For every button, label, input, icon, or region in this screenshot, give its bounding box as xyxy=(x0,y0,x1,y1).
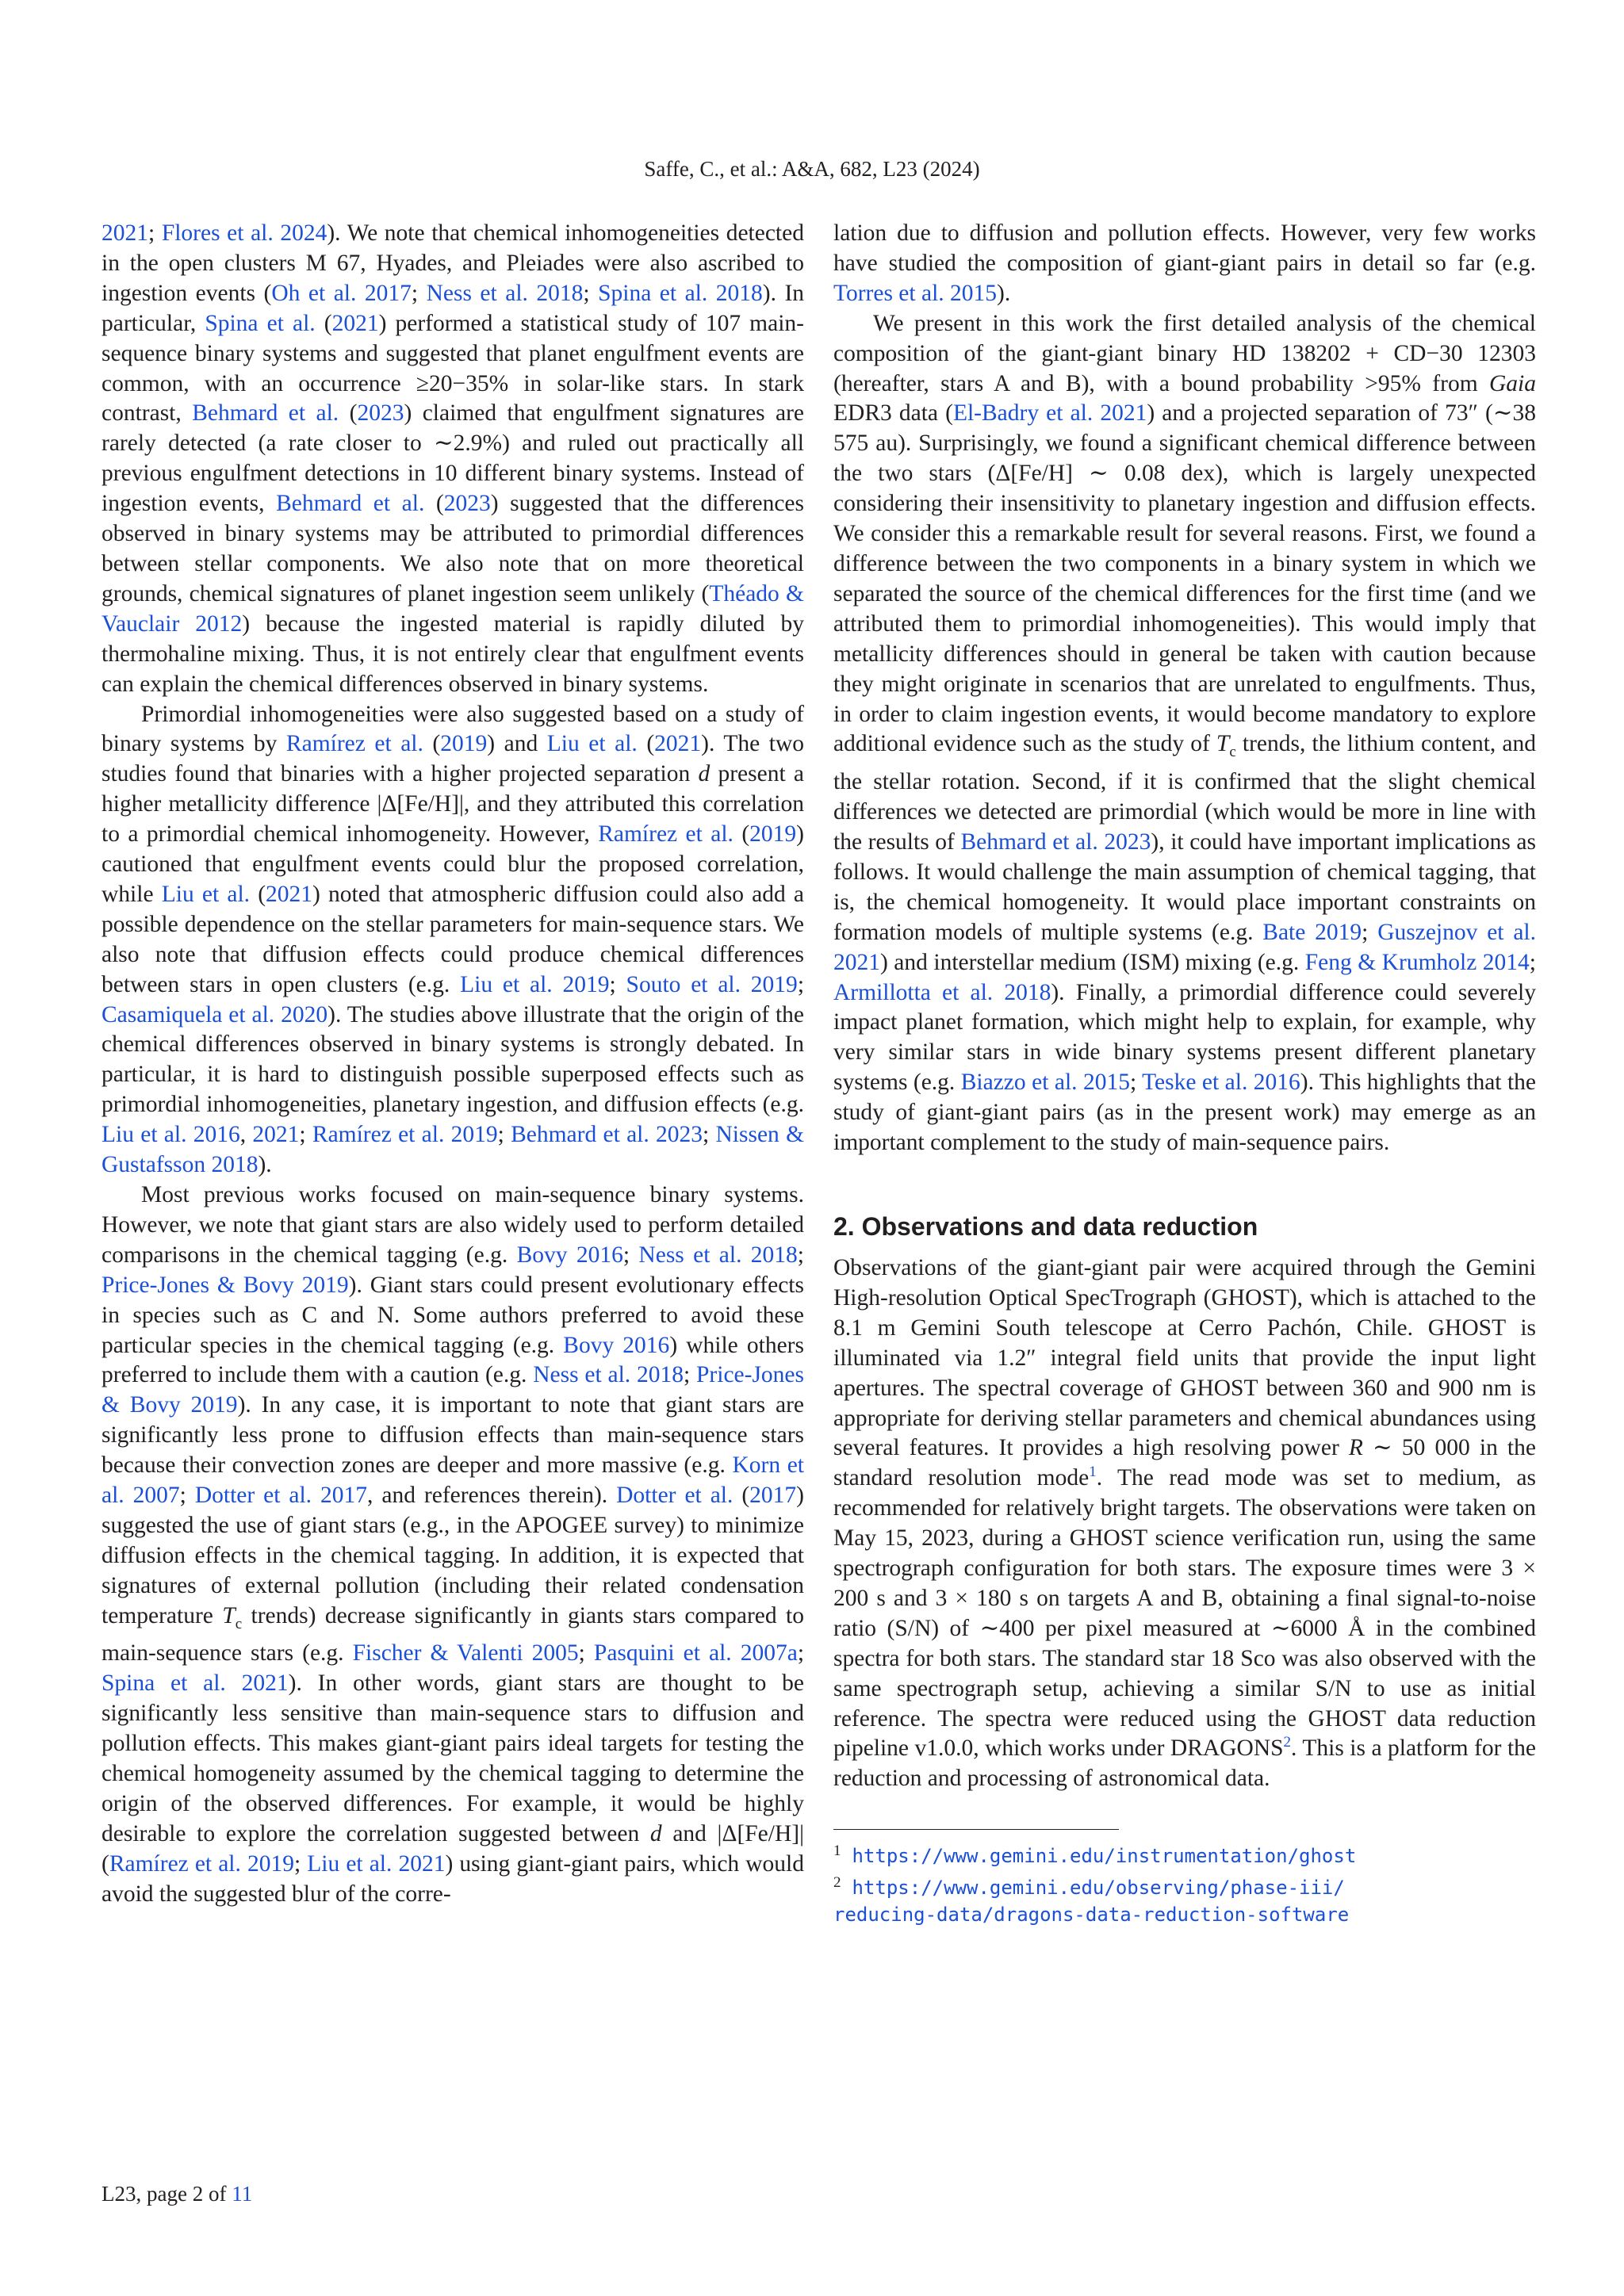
citation-link[interactable]: Nissen & Gustafsson 2018 xyxy=(102,1122,805,1178)
subscript: c xyxy=(235,1615,243,1632)
citation-link[interactable]: Bate 2019 xyxy=(1262,919,1362,945)
citation-link[interactable]: Liu et al. 2019 xyxy=(460,971,610,997)
footnote-url-link[interactable]: reducing-data/dragons-data-reduction-software xyxy=(833,1904,1350,1927)
italic-text: T xyxy=(1216,731,1230,757)
page-label: L23, page 2 of xyxy=(102,2182,232,2206)
citation-link[interactable]: Behmard et al. 2023 xyxy=(960,829,1151,855)
citation-link[interactable]: Ness et al. 2018 xyxy=(638,1242,798,1268)
page-footer xyxy=(102,2180,252,2207)
citation-link[interactable]: Liu et al. xyxy=(161,881,251,907)
citation-link[interactable]: El-Badry et al. 2021 xyxy=(952,400,1147,427)
footnote xyxy=(833,1869,1536,1928)
citation-link[interactable]: Korn et al. 2007 xyxy=(102,1452,804,1509)
citation-link[interactable]: Liu et al. 2016 xyxy=(102,1122,240,1148)
citation-link[interactable]: Bovy 2016 xyxy=(516,1242,623,1268)
paragraph: Primordial inhomogeneities were also suggested based on a study of binary systems by Ramírez et al. (2019) and Liu et al. (2021). The two studies found that binaries with a higher projected separation d present a higher metallicity difference |Δ[Fe/H]|, and they attributed this correlation to a primordial chemical inhomogeneity. However, Ramírez et al. (2019) cautioned that engulfment events could blur the proposed correlation, while Liu et al. (2021) noted that atmospheric diffusion could also add a possible dependence on the stellar parameters for main-sequence stars. We also note that diffusion effects could produce chemical differences between stars in open clusters (e.g. Liu et al. 2019; Souto et al. 2019; Casamiquela et al. 2020). The studies above illustrate that the origin of the chemical differences observed in binary systems is strongly debated. In particular, it is hard to distinguish possible superposed effects such as primordial inhomogeneities, planetary ingestion, and diffusion effects (e.g. Liu et al. 2016, 2021; Ramírez et al. 2019; Behmard et al. 2023; Nissen & Gustafsson 2018). xyxy=(102,701,805,1178)
citation-link[interactable]: Teske et al. 2016 xyxy=(1142,1070,1300,1096)
citation-link[interactable]: Oh et al. 2017 xyxy=(271,280,412,306)
citation-link[interactable]: Liu et al. xyxy=(546,731,638,757)
paragraph: Observations of the giant-giant pair were acquired through the Gemini High-resolution Optical SpecTrograph (GHOST), which is attached to the 8.1 m Gemini South telescope at Cerro Pachón, Chile. GHOST is illuminated via 1.2″ integral field units that provide the input light apertures. The spectral coverage of GHOST between 360 and 900 nm is appropriate for deriving stellar parameters and chemical abundances using several features. It provides a high resolving power R ∼ 50 000 in the standard resolution mode$^1$. The read mode was set to medium, as recommended for relatively bright targets. The observations were taken on May 15, 2023, during a GHOST science verification run, using the same spectrograph configuration for both stars. The exposure times were 3 × 200 s and 3 × 180 s on targets A and B, obtaining a final signal-to-noise ratio (S/N) of ∼400 per pixel measured at ∼6000 Å in the combined spectra for both stars. The standard star 18 Sco was also observed with the same spectrograph setup, achieving a similar S/N to use as initial reference. The spectra were reduced using the GHOST data reduction pipeline v1.0.0, which works under DRAGONS$^2$. This is a platform for the reduction and processing of astronomical data. xyxy=(833,1254,1537,1792)
paragraph: 2021; Flores et al. 2024). We note that chemical inhomogeneities detected in the open clusters M 67, Hyades, and Pleiades were also ascribed to ingestion events (Oh et al. 2017; Ness et al. 2018; Spina et al. 2018). In particular, Spina et al. (2021) performed a statistical study of 107 main-sequence binary systems and suggested that planet engulfment events are common, with an occurrence ≥20−35% in solar-like stars. In stark contrast, Behmard et al. (2023) claimed that engulfment signatures are rarely detected (a rate closer to ∼2.9%) and ruled out practically all previous engulfment detections in 10 different binary systems. Instead of ingestion events, Behmard et al. (2023) suggested that the differences observed in binary systems may be attributed to primordial differences between stellar components. We also note that on more theoretical grounds, chemical signatures of planet ingestion seem unlikely (Théado & Vauclair 2012) because the ingested material is rapidly diluted by thermohaline mixing. Thus, it is not entirely clear that engulfment events can explain the chemical differences observed in binary systems. xyxy=(102,220,805,697)
citation-link[interactable]: 2019 xyxy=(749,821,797,848)
total-pages-link[interactable]: 11 xyxy=(232,2182,253,2206)
citation-link[interactable]: Ness et al. 2018 xyxy=(426,280,584,306)
citation-link[interactable]: Spina et al. 2018 xyxy=(598,280,763,306)
paragraph: We present in this work the first detailed analysis of the chemical composition of the giant-giant binary HD 138202 + CD−30 12303 (hereafter, stars A and B), with a bound probability >95% from Gaia EDR3 data (El-Badry et al. 2021) and a projected separation of 73″ (∼38 575 au). Surprisingly, we found a significant chemical difference between the two stars (Δ[Fe/H] ∼ 0.08 dex), which is largely unexpected considering their insensitivity to planetary ingestion and diffusion effects. We consider this a remarkable result for several reasons. First, we found a difference between the two components in a binary system in which we separated the source of the chemical differences for the first time (and we attributed them to primordial inhomogeneities). This would imply that metallicity differences should in general be taken with caution because they might originate in scenarios that are unrelated to engulfments. Thus, in order to claim ingestion events, it would become mandatory to explore additional evidence such as the study of $T_c$ trends, the lithium content, and the stellar rotation. Second, if it is confirmed that the slight chemical differences we detected are primordial (which would be more in line with the results of Behmard et al. 2023), it could have important implications as follows. It would challenge the main assumption of chemical tagging, that is, the chemical homogeneity. It would place important constraints on formation models of multiple systems (e.g. Bate 2019; Guszejnov et al. 2021) and interstellar medium (ISM) mixing (e.g. Feng & Krumholz 2014; Armillotta et al. 2018). Finally, a primordial difference could severely impact planet formation, which might help to explain, for example, why very similar stars in wide binary systems present different planetary systems (e.g. Biazzo et al. 2015; Teske et al. 2016). This highlights that the study of giant-giant pairs (as in the present work) may emerge as an important complement to the study of main-sequence pairs. xyxy=(833,310,1537,1156)
citation-link[interactable]: 2021 xyxy=(252,1122,300,1148)
footnote-ref-link[interactable]: 2 xyxy=(1283,1734,1292,1751)
citation-link[interactable]: Armillotta et al. 2018 xyxy=(833,979,1051,1005)
citation-link[interactable]: Biazzo et al. 2015 xyxy=(960,1070,1130,1096)
citation-link[interactable]: 2021 xyxy=(266,881,313,907)
citation-link[interactable]: Ramírez et al. 2019 xyxy=(109,1850,294,1877)
citation-link[interactable]: 2019 xyxy=(440,731,488,757)
italic-text: d xyxy=(649,1820,662,1846)
citation-link[interactable]: 2021 xyxy=(102,220,148,246)
italic-text: Gaia xyxy=(1489,370,1536,396)
running-head: Saffe, C., et al.: A&A, 682, L23 (2024) xyxy=(644,157,980,181)
footnote-number: 1 xyxy=(833,1843,841,1860)
citation-link[interactable]: Liu et al. 2021 xyxy=(307,1850,446,1877)
citation-link[interactable]: Behmard et al. xyxy=(276,491,425,517)
citation-link[interactable]: 2021 xyxy=(331,310,379,336)
footnote-url-link[interactable]: https://www.gemini.edu/observing/phase-iii/ xyxy=(852,1877,1345,1900)
citation-link[interactable]: Dotter et al. 2017 xyxy=(194,1483,368,1509)
citation-link[interactable]: Price-Jones & Bovy 2019 xyxy=(102,1272,349,1298)
italic-text: d xyxy=(698,761,710,787)
citation-link[interactable]: 2017 xyxy=(749,1483,797,1509)
citation-link[interactable]: Dotter et al. xyxy=(616,1483,733,1509)
citation-link[interactable]: Guszejnov et al. 2021 xyxy=(833,919,1536,975)
citation-link[interactable]: Torres et al. 2015 xyxy=(833,280,998,306)
left-column xyxy=(102,219,804,1910)
paragraph: lation due to diffusion and pollution effects. However, very few works have studied the composition of giant-giant pairs in detail so far (e.g. Torres et al. 2015). xyxy=(833,220,1536,306)
citation-link[interactable]: Ramírez et al. 2019 xyxy=(312,1122,498,1148)
citation-link[interactable]: 2023 xyxy=(443,491,491,517)
citation-link[interactable]: Casamiquela et al. 2020 xyxy=(102,1001,328,1027)
citation-link[interactable]: 2023 xyxy=(357,400,404,427)
section-heading: 2. Observations and data reduction xyxy=(833,1211,1258,1241)
citation-link[interactable]: Fischer & Valenti 2005 xyxy=(352,1640,579,1667)
citation-link[interactable]: Feng & Krumholz 2014 xyxy=(1304,949,1530,975)
footnotes xyxy=(833,1838,1536,1928)
citation-link[interactable]: Behmard et al. 2023 xyxy=(511,1122,703,1148)
citation-link[interactable]: Price-Jones & Bovy 2019 xyxy=(102,1362,805,1418)
citation-link[interactable]: Souto et al. 2019 xyxy=(626,971,798,997)
citation-link[interactable]: Pasquini et al. 2007a xyxy=(593,1640,798,1667)
citation-link[interactable]: Ramírez et al. xyxy=(285,731,423,757)
citation-link[interactable]: Flores et al. 2024 xyxy=(161,220,327,246)
footnote-number: 2 xyxy=(833,1874,841,1892)
citation-link[interactable]: Bovy 2016 xyxy=(563,1332,670,1358)
citation-link[interactable]: Behmard et al. xyxy=(192,400,339,427)
italic-text: R xyxy=(1348,1435,1363,1461)
citation-link[interactable]: Ness et al. 2018 xyxy=(533,1362,684,1388)
citation-link[interactable]: Théado & Vauclair 2012 xyxy=(102,580,804,637)
footnote-divider xyxy=(833,1829,1119,1830)
footnote-ref-link[interactable]: 1 xyxy=(1089,1464,1097,1481)
italic-text: T xyxy=(222,1602,236,1628)
footnote xyxy=(833,1838,1536,1869)
subscript: c xyxy=(1229,744,1236,761)
right-column xyxy=(833,219,1536,1928)
citation-link[interactable]: 2021 xyxy=(654,731,702,757)
footnote-url-link[interactable]: https://www.gemini.edu/instrumentation/ghost xyxy=(852,1845,1357,1868)
citation-link[interactable]: Ramírez et al. xyxy=(598,821,733,848)
citation-link[interactable]: Spina et al. 2021 xyxy=(102,1670,289,1697)
citation-link[interactable]: Spina et al. xyxy=(205,310,316,336)
paragraph: Most previous works focused on main-sequence binary systems. However, we note that giant stars are also widely used to perform detailed comparisons in the chemical tagging (e.g. Bovy 2016; Ness et al. 2018; Price-Jones & Bovy 2019). Giant stars could present evolutionary effects in species such as C and N. Some authors preferred to avoid these particular species in the chemical tagging (e.g. Bovy 2016) while others preferred to include them with a caution (e.g. Ness et al. 2018; Price-Jones & Bovy 2019). In any case, it is important to note that giant stars are significantly less prone to diffusion effects than main-sequence stars because their convection zones are deeper and more massive (e.g. Korn et al. 2007; Dotter et al. 2017, and references therein). Dotter et al. (2017) suggested the use of giant stars (e.g., in the APOGEE survey) to minimize diffusion effects in the chemical tagging. In addition, it is expected that signatures of external pollution (including their related condensation temperature $T_c$ trends) decrease significantly in giants stars compared to main-sequence stars (e.g. Fischer & Valenti 2005; Pasquini et al. 2007a; Spina et al. 2021). In other words, giant stars are thought to be significantly less sensitive than main-sequence stars to diffusion and pollution effects. This makes giant-giant pairs ideal targets for testing the chemical homogeneity assumed by the chemical tagging to determine the origin of the observed differences. For example, it would be highly desirable to explore the correlation suggested between d and |Δ[Fe/H]| (Ramírez et al. 2019; Liu et al. 2021) using giant-giant pairs, which would avoid the suggested blur of the corre- xyxy=(102,1182,805,1907)
